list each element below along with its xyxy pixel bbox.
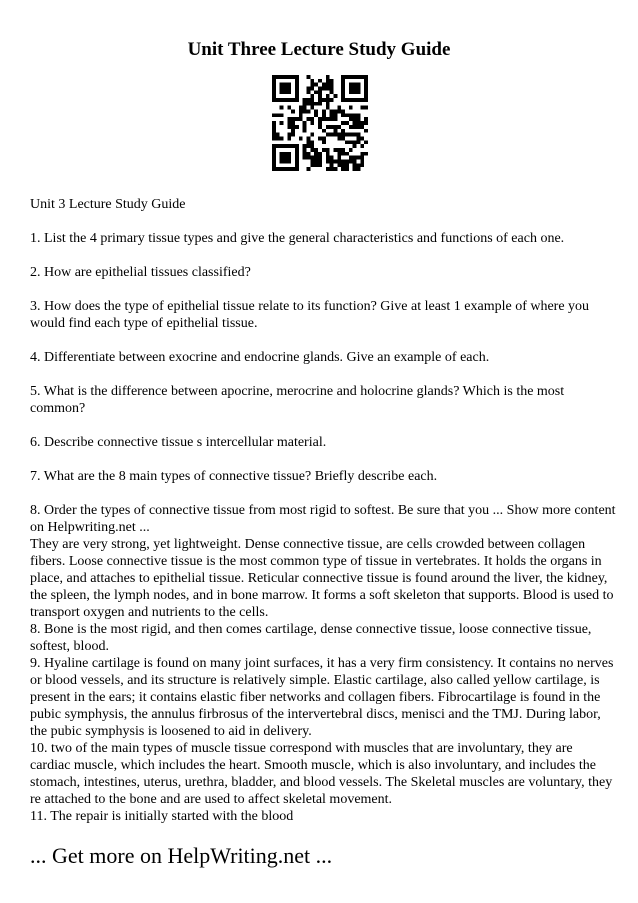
body-paragraph: They are very strong, yet lightweight. Dense connective tissue, are cells crowded between collagen fibers. Loose connective tissue is the most common type of tissue in vertebrates. It holds the organs in place, and attaches to epithelial tissue. Reticular connective tissue is found around the liver, the kidney, the spleen, the lymph nodes, and in bone marrow. It forms a soft skeleton that supports. Blood is used to transport oxygen and nutrients to the cells. <box>30 537 614 620</box>
body-paragraph: 10. two of the main types of muscle tissue correspond with muscles that are involuntary, they are cardiac muscle, which includes the heart. Smooth muscle, which is also involuntary, and includes the stomach, intestines, uterus, urethra, bladder, and blood vessels. The Skeletal muscles are voluntary, they re attached to the bone and are used to affect skeletal movement. <box>30 741 613 807</box>
question-item: 2. How are epithelial tissues classified? <box>30 265 251 280</box>
document-subtitle: Unit 3 Lecture Study Guide <box>30 197 186 212</box>
question-item: 4. Differentiate between exocrine and endocrine glands. Give an example of each. <box>30 350 490 365</box>
question-item: 7. What are the 8 main types of connective tissue? Briefly describe each. <box>30 469 438 484</box>
question-item: 6. Describe connective tissue s intercellular material. <box>30 435 327 450</box>
question-item: 1. List the 4 primary tissue types and give the general characteristics and functions of each one. <box>30 231 565 246</box>
body-paragraph: 11. The repair is initially started with the blood <box>30 809 294 824</box>
body-paragraph: 9. Hyaline cartilage is found on many joint surfaces, it has a very firm consistency. It contains no nerves or blood vessels, and its structure is relatively simple. Elastic cartilage, also called yellow cartilage, is present in the ears; it contains elastic fiber networks and collagen fibers. Fibrocartilage is found in the pubic symphysis, the annulus firbrosus of the intervertebral discs, menisci and the TMJ. During labor, the pubic symphysis is loosened to aid in delivery. <box>30 656 614 739</box>
question-item: 3. How does the type of epithelial tissue relate to its function? Give at least 1 example of where you would find each type of epithelial tissue. <box>30 299 590 331</box>
page-title: Unit Three Lecture Study Guide <box>187 39 451 60</box>
footer-link[interactable]: ... Get more on HelpWriting.net ... <box>30 843 333 868</box>
qr-code-icon <box>272 75 368 171</box>
document-body <box>30 196 616 825</box>
body-paragraph: 8. Bone is the most rigid, and then comes cartilage, dense connective tissue, loose connective tissue, softest, blood. <box>30 622 592 654</box>
question-item: 5. What is the difference between apocrine, merocrine and holocrine glands? Which is the most common? <box>30 384 565 416</box>
body-paragraph: 8. Order the types of connective tissue from most rigid to softest. Be sure that you ... Show more content on Helpwriting.net ... <box>30 503 616 535</box>
